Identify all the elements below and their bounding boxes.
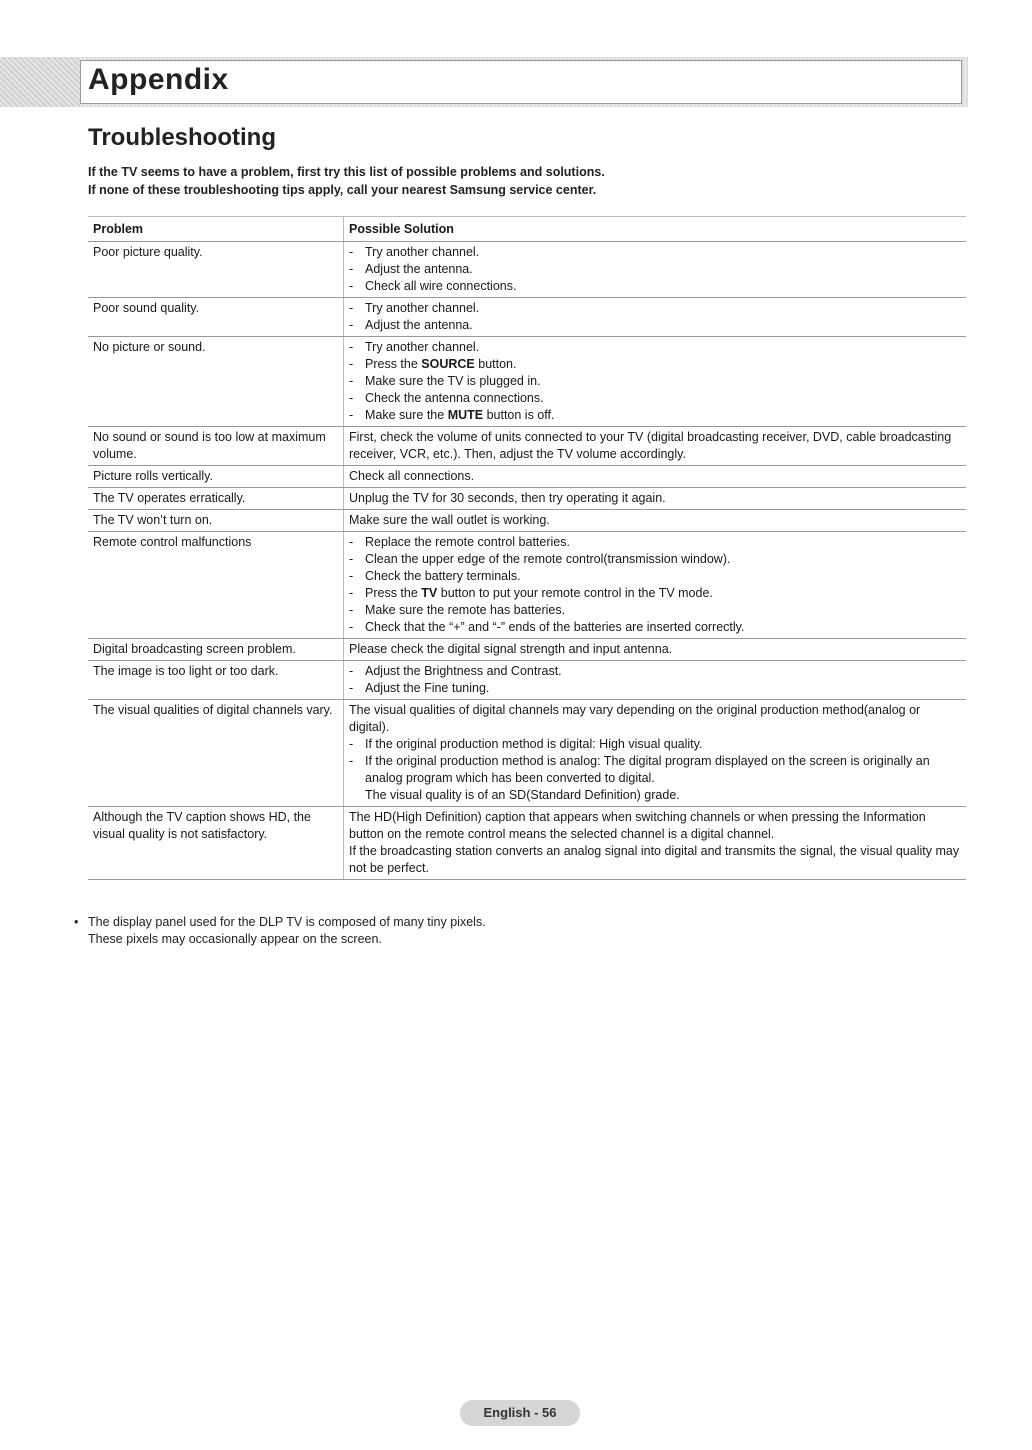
solution-item xyxy=(349,300,961,317)
solution-item-text: If the original production method is analog: The digital program displayed on the screen is originally an analog program which has been converted to digital. xyxy=(365,754,930,785)
note-line: The display panel used for the DLP TV is composed of many tiny pixels. xyxy=(88,915,486,929)
table-row xyxy=(88,298,966,337)
table-row xyxy=(88,510,966,532)
dash-marker: - xyxy=(349,586,354,600)
solution-item-text: Replace the remote control batteries. xyxy=(365,535,570,549)
dash-marker: - xyxy=(349,374,354,388)
solution-item-bold: SOURCE xyxy=(421,357,475,371)
intro-line: If none of these troubleshooting tips apply, call your nearest Samsung service center. xyxy=(88,183,597,197)
problem-cell: Digital broadcasting screen problem. xyxy=(88,639,344,661)
problem-cell: Remote control malfunctions xyxy=(88,532,344,639)
solution-item-text: Press the xyxy=(365,357,422,371)
solution-item-text: button is off. xyxy=(483,408,555,422)
intro-line: If the TV seems to have a problem, first try this list of possible problems and solutions. xyxy=(88,165,605,179)
table-row xyxy=(88,639,966,661)
solution-item-text: Adjust the Fine tuning. xyxy=(365,681,490,695)
column-header-solution: Possible Solution xyxy=(344,217,967,242)
solution-cell xyxy=(344,807,967,880)
table-header-row xyxy=(88,217,966,242)
solution-text: Please check the digital signal strength and input antenna. xyxy=(349,642,673,656)
intro-text xyxy=(88,163,605,199)
solution-item xyxy=(349,619,961,636)
solution-item xyxy=(349,602,961,619)
problem-cell: Poor sound quality. xyxy=(88,298,344,337)
solution-item-text: Check all wire connections. xyxy=(365,279,517,293)
solution-cell xyxy=(344,488,967,510)
problem-cell: Although the TV caption shows HD, the visual quality is not satisfactory. xyxy=(88,807,344,880)
table-row xyxy=(88,466,966,488)
solution-item-text: Adjust the antenna. xyxy=(365,262,473,276)
solution-cell xyxy=(344,427,967,466)
problem-cell: Picture rolls vertically. xyxy=(88,466,344,488)
table-row xyxy=(88,661,966,700)
problem-cell: The TV won’t turn on. xyxy=(88,510,344,532)
problem-cell: No sound or sound is too low at maximum volume. xyxy=(88,427,344,466)
solution-item xyxy=(349,278,961,295)
solution-item-bold: MUTE xyxy=(447,408,484,422)
solution-item xyxy=(349,244,961,261)
dash-marker: - xyxy=(349,664,354,678)
solution-item xyxy=(349,407,961,424)
table-row xyxy=(88,427,966,466)
solution-cell xyxy=(344,532,967,639)
dash-marker: - xyxy=(349,279,354,293)
dash-marker: - xyxy=(349,603,354,617)
dash-marker: - xyxy=(349,391,354,405)
solution-cell xyxy=(344,242,967,298)
section-title: Troubleshooting xyxy=(88,124,276,151)
header-band xyxy=(0,57,968,107)
solution-cell xyxy=(344,337,967,427)
page-title: Appendix xyxy=(88,63,229,96)
solution-item xyxy=(349,373,961,390)
solution-item-text: Adjust the Brightness and Contrast. xyxy=(365,664,562,678)
solution-item xyxy=(349,753,961,787)
solution-item-text: Clean the upper edge of the remote control(transmission window). xyxy=(365,552,731,566)
problem-cell: The TV operates erratically. xyxy=(88,488,344,510)
table-row xyxy=(88,700,966,807)
dash-marker: - xyxy=(349,318,354,332)
solution-item xyxy=(349,356,961,373)
solution-item-text: Make sure the remote has batteries. xyxy=(365,603,566,617)
dash-marker: - xyxy=(349,301,354,315)
problem-cell: The image is too light or too dark. xyxy=(88,661,344,700)
solution-text: The visual qualities of digital channels may vary depending on the original production method(analog or digital). xyxy=(349,703,921,734)
dash-marker: - xyxy=(349,408,354,422)
solution-item-text: Check that the “+” and “-” ends of the batteries are inserted correctly. xyxy=(365,620,745,634)
dash-marker: - xyxy=(349,245,354,259)
solution-item-text: Try another channel. xyxy=(365,245,480,259)
solution-text: First, check the volume of units connected to your TV (digital broadcasting receiver, DVD, cable broadcasting receiver, VCR, etc.). Then, adjust the TV volume accordingly. xyxy=(349,430,952,461)
solution-item-text: Press the xyxy=(365,586,422,600)
solution-text: The HD(High Definition) caption that appears when switching channels or when pressing the Information button on the remote control means the selected channel is a digital channel. xyxy=(349,810,926,841)
dash-marker: - xyxy=(349,681,354,695)
solution-cell xyxy=(344,298,967,337)
table-body xyxy=(88,242,966,880)
solution-item-text: If the original production method is digital: High visual quality. xyxy=(365,737,703,751)
solution-text: The visual quality is of an SD(Standard Definition) grade. xyxy=(365,788,680,802)
solution-item-text: button. xyxy=(474,357,517,371)
dash-marker: - xyxy=(349,340,354,354)
solution-cell xyxy=(344,639,967,661)
solution-text: If the broadcasting station converts an analog signal into digital and transmits the signal, the visual quality may not be perfect. xyxy=(349,844,960,875)
solution-cell xyxy=(344,510,967,532)
table-row xyxy=(88,532,966,639)
solution-item-bold: TV xyxy=(421,586,438,600)
solution-item-text: Check the battery terminals. xyxy=(365,569,521,583)
header-pattern xyxy=(0,57,80,107)
dash-marker: - xyxy=(349,535,354,549)
page-number: English - 56 xyxy=(460,1400,580,1426)
solution-item-text: button to put your remote control in the TV mode. xyxy=(437,586,713,600)
dash-marker: - xyxy=(349,737,354,751)
solution-text: Make sure the wall outlet is working. xyxy=(349,513,550,527)
solution-cell xyxy=(344,700,967,807)
column-header-problem: Problem xyxy=(88,217,344,242)
solution-item xyxy=(349,339,961,356)
table-row xyxy=(88,488,966,510)
solution-item xyxy=(349,585,961,602)
solution-item-text: Make sure the xyxy=(365,408,448,422)
solution-cell xyxy=(344,466,967,488)
problem-cell: No picture or sound. xyxy=(88,337,344,427)
solution-item xyxy=(349,317,961,334)
solution-item-text: Try another channel. xyxy=(365,301,480,315)
solution-item-text: Make sure the TV is plugged in. xyxy=(365,374,541,388)
note-line: These pixels may occasionally appear on the screen. xyxy=(88,932,382,946)
solution-text: Unplug the TV for 30 seconds, then try operating it again. xyxy=(349,491,666,505)
dash-marker: - xyxy=(349,552,354,566)
table-row xyxy=(88,242,966,298)
table-row xyxy=(88,337,966,427)
dash-marker: - xyxy=(349,754,354,768)
dash-marker: - xyxy=(349,357,354,371)
solution-text: Check all connections. xyxy=(349,469,475,483)
solution-item-text: Check the antenna connections. xyxy=(365,391,544,405)
solution-item xyxy=(349,568,961,585)
solution-item-text: Adjust the antenna. xyxy=(365,318,473,332)
solution-item xyxy=(349,663,961,680)
solution-cell xyxy=(344,661,967,700)
solution-item xyxy=(349,680,961,697)
solution-item-text: Try another channel. xyxy=(365,340,480,354)
solution-item xyxy=(349,261,961,278)
dash-marker: - xyxy=(349,569,354,583)
solution-item xyxy=(349,551,961,568)
solution-item xyxy=(349,390,961,407)
problem-cell: The visual qualities of digital channels vary. xyxy=(88,700,344,807)
solution-item xyxy=(349,534,961,551)
solution-item xyxy=(349,736,961,753)
dash-marker: - xyxy=(349,262,354,276)
table-row xyxy=(88,807,966,880)
note xyxy=(74,914,486,948)
bullet-icon: • xyxy=(74,915,79,929)
dash-marker: - xyxy=(349,620,354,634)
troubleshooting-table xyxy=(88,216,966,880)
problem-cell: Poor picture quality. xyxy=(88,242,344,298)
